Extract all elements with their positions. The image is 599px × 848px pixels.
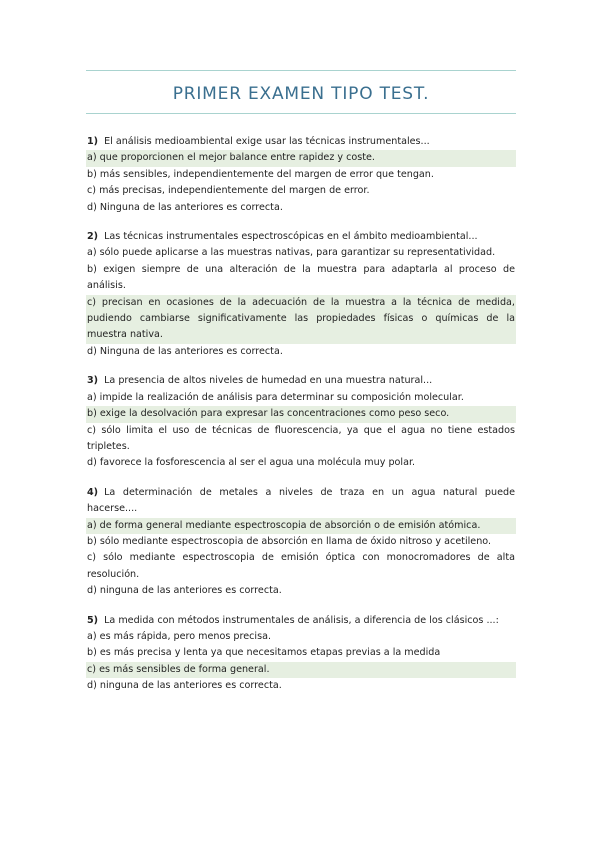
answer-option — [86, 583, 516, 599]
answer-option — [86, 390, 516, 406]
answer-option — [86, 262, 516, 295]
answer-option-line: d) Ninguna de las anteriores es correcta. — [87, 345, 283, 357]
question-block — [86, 373, 516, 471]
correct-answer-option — [86, 662, 516, 678]
question-block — [86, 134, 516, 216]
question-number: 1) — [87, 136, 99, 147]
question-stem — [86, 373, 516, 389]
correct-answer-option — [86, 406, 516, 422]
answer-option-line: d) favorece la fosforescencia al ser el agua una molécula muy polar. — [87, 457, 416, 469]
answer-option-line: a) de forma general mediante espectroscopia de absorción o de emisión atómica. — [86, 518, 516, 534]
answer-option — [86, 167, 516, 183]
answer-option-line: c) sólo limita el uso de técnicas de fluorescencia, ya que el agua no tiene estados — [87, 424, 515, 436]
answer-option-line: muestra nativa. — [86, 327, 516, 343]
answer-option-line: resolución. — [87, 568, 140, 580]
correct-answer-option — [86, 295, 516, 344]
question-number: 3) — [87, 375, 99, 387]
answer-option — [86, 534, 516, 550]
question-stem-text: La presencia de altos niveles de humedad en una muestra natural... — [104, 375, 433, 387]
question-stem-line — [86, 134, 516, 150]
answer-option-line: c) es más sensibles de forma general. — [86, 662, 516, 678]
question-stem-text: hacerse.... — [87, 503, 138, 515]
question-stem — [86, 229, 516, 245]
answer-option — [86, 423, 516, 456]
answer-option-line: a) que proporcionen el mejor balance entre rapidez y coste. — [86, 150, 516, 166]
answer-option-line: c) precisan en ocasiones de la adecuación de la muestra a la técnica de medida, — [86, 295, 516, 311]
answer-option-line: c) más precisas, independientemente del margen de error. — [87, 185, 370, 197]
answer-option-line: tripletes. — [87, 440, 130, 452]
answer-option-line: análisis. — [87, 280, 126, 292]
question-stem-line — [86, 485, 516, 501]
question-stem-line — [86, 373, 516, 389]
answer-option-line: b) sólo mediante espectroscopia de absorción en llama de óxido nitroso y acetileno. — [87, 535, 492, 547]
answer-option-line: b) exigen siempre de una alteración de la muestra para adaptarla al proceso de — [87, 263, 515, 275]
question-block — [86, 485, 516, 600]
question-stem — [86, 485, 516, 518]
question-number: 5) — [87, 614, 99, 626]
correct-answer-option — [86, 150, 516, 166]
answer-option — [86, 678, 516, 694]
answer-option — [86, 344, 516, 360]
answer-option-line: d) ninguna de las anteriores es correcta. — [87, 585, 282, 597]
question-stem-line — [86, 501, 516, 517]
answer-option — [86, 183, 516, 199]
answer-option-line: a) es más rápida, pero menos precisa. — [87, 630, 272, 642]
question-stem-text: La medida con métodos instrumentales de análisis, a diferencia de los clásicos ...: — [104, 614, 499, 626]
question-stem-text: La determinación de metales a niveles de traza en un agua natural puede — [104, 486, 515, 498]
question-stem — [86, 134, 516, 150]
answer-option — [86, 200, 516, 216]
answer-option — [86, 645, 516, 661]
answer-option-line: b) más sensibles, independientemente del margen de error que tengan. — [87, 168, 434, 180]
question-number: 4) — [87, 486, 99, 498]
answer-option-line: d) ninguna de las anteriores es correcta. — [87, 680, 282, 692]
answer-option-line: b) exige la desolvación para expresar las concentraciones como peso seco. — [86, 406, 516, 422]
title-bottom-rule — [86, 113, 516, 114]
correct-answer-option — [86, 518, 516, 534]
answer-option — [86, 550, 516, 583]
answer-option-line: c) sólo mediante espectroscopia de emisión óptica con monocromadores de alta — [87, 552, 515, 564]
question-stem-line — [86, 229, 516, 245]
answer-option — [86, 245, 516, 261]
answer-option-line: pudiendo cambiarse significativamente las propiedades físicas o químicas de la — [86, 311, 516, 327]
answer-option-line: a) sólo puede aplicarse a las muestras nativas, para garantizar su representatividad. — [87, 247, 496, 259]
question-stem-line — [86, 613, 516, 629]
question-stem-text: El análisis medioambiental exige usar las técnicas instrumentales... — [104, 136, 430, 147]
question-number: 2) — [87, 231, 99, 243]
question-block — [86, 229, 516, 360]
exam-page — [86, 70, 516, 708]
question-stem — [86, 613, 516, 629]
question-list — [86, 134, 516, 695]
question-stem-text: Las técnicas instrumentales espectroscópicas en el ámbito medioambiental... — [104, 231, 478, 243]
question-block — [86, 613, 516, 695]
answer-option-line: d) Ninguna de las anteriores es correcta. — [87, 201, 283, 213]
answer-option — [86, 629, 516, 645]
answer-option — [86, 455, 516, 471]
answer-option-line: b) es más precisa y lenta ya que necesitamos etapas previas a la medida — [87, 647, 441, 659]
page-title: PRIMER EXAMEN TIPO TEST. — [172, 84, 430, 104]
answer-option-line: a) impide la realización de análisis para determinar su composición molecular. — [87, 391, 464, 403]
